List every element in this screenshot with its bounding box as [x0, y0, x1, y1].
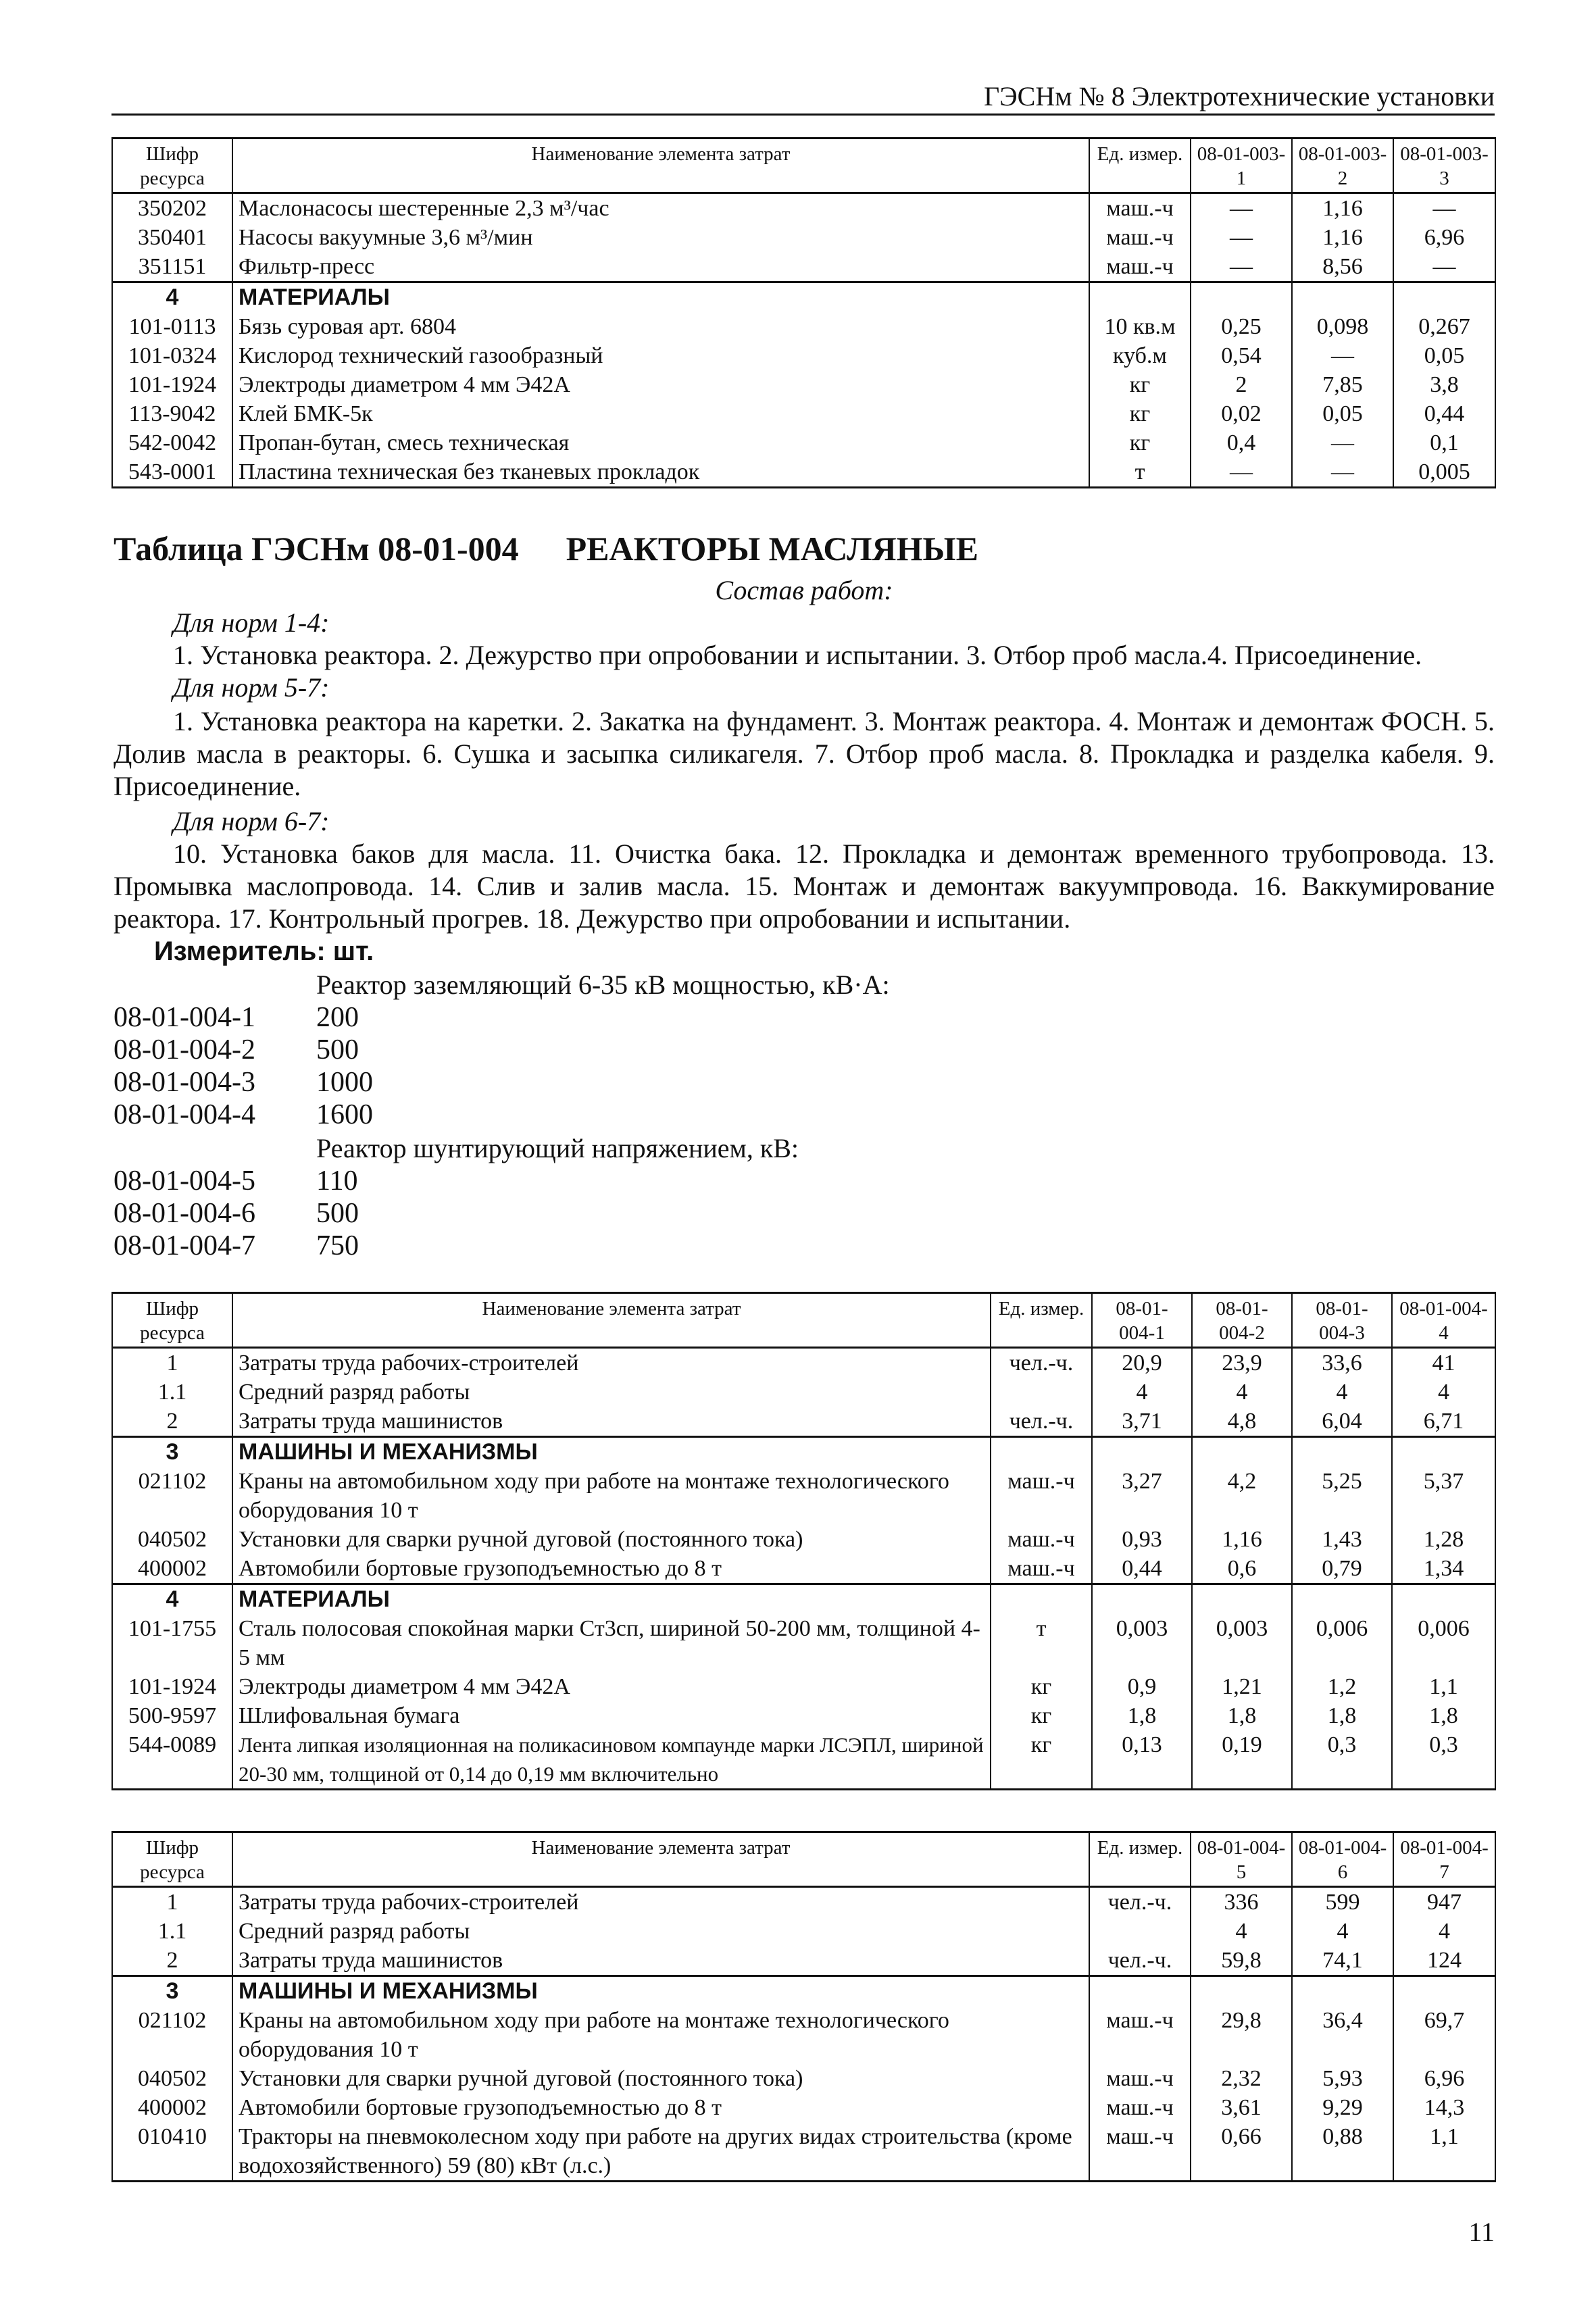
- row-name: Установки для сварки ручной дуговой (постоянного тока): [232, 2064, 1089, 2093]
- header-col: 08-01-004-6: [1292, 1832, 1393, 1887]
- row-value: 0,3: [1392, 1730, 1495, 1790]
- header-col: 08-01-004-3: [1292, 1293, 1392, 1348]
- table-row: [112, 2093, 1495, 2122]
- row-value: 6,96: [1393, 223, 1495, 252]
- row-value: 0,02: [1191, 399, 1292, 428]
- row-name: Средний разряд работы: [232, 1917, 1089, 1946]
- row-value: 4: [1392, 1378, 1495, 1407]
- row-name: Автомобили бортовые грузоподъемностью до 8 т: [232, 2093, 1089, 2122]
- row-code: 101-0113: [112, 312, 232, 341]
- row-code: 400002: [112, 2093, 232, 2122]
- row-value: 5,37: [1392, 1467, 1495, 1525]
- row-value: 3,71: [1092, 1407, 1192, 1437]
- row-value: 2: [1191, 370, 1292, 399]
- row-value: 0,098: [1292, 312, 1393, 341]
- row-code: 542-0042: [112, 428, 232, 457]
- section-row: [112, 1437, 1495, 1467]
- row-value: 0,05: [1393, 341, 1495, 370]
- row-value: 0,44: [1393, 399, 1495, 428]
- row-name: Насосы вакуумные 3,6 м³/мин: [232, 223, 1089, 252]
- section-code: 3: [112, 1437, 232, 1467]
- row-value: 6,71: [1392, 1407, 1495, 1437]
- row-unit: кг: [991, 1672, 1092, 1701]
- row-unit: чел.-ч.: [1089, 1946, 1191, 1976]
- row-value: 0,006: [1392, 1614, 1495, 1672]
- row-value: 0,006: [1292, 1614, 1392, 1672]
- row-code: 2: [112, 1407, 232, 1437]
- row-value: 0,267: [1393, 312, 1495, 341]
- table-08-01-004-norms-1-4: [111, 1292, 1496, 1790]
- row-code: 350401: [112, 223, 232, 252]
- row-value: —: [1292, 457, 1393, 488]
- norm-value: 750: [316, 1230, 359, 1261]
- row-name: Маслонасосы шестеренные 2,3 м³/час: [232, 193, 1089, 224]
- row-value: 4: [1092, 1378, 1192, 1407]
- section-code: 3: [112, 1976, 232, 2007]
- header-col: 08-01-003-2: [1292, 139, 1393, 193]
- norm-line: [114, 1230, 359, 1262]
- row-value: 0,79: [1292, 1554, 1392, 1584]
- row-unit: кг: [991, 1701, 1092, 1730]
- table-row: [112, 428, 1495, 457]
- norm-line: [114, 1066, 373, 1099]
- row-value: [1292, 1584, 1392, 1615]
- row-unit: маш.-ч: [1089, 252, 1191, 282]
- table-row: [112, 2006, 1495, 2064]
- table-row: [112, 193, 1495, 224]
- table-08-01-004-norms-5-7: [111, 1831, 1496, 2182]
- table-row: [112, 2064, 1495, 2093]
- norm-code: 08-01-004-7: [114, 1230, 255, 1261]
- row-code: 101-1755: [112, 1614, 232, 1672]
- row-value: 74,1: [1292, 1946, 1393, 1976]
- work-list: 10. Установка баков для масла. 11. Очистка бака. 12. Прокладка и демонтаж временного трубопровода. 13. Промывка маслопровода. 14. Слив и залив масла. 15. Монтаж и демонтаж вакуумпровода. 16. Ваккумирование реактора. 17. Контрольный прогрев. 18. Дежурство при опробовании и испытании.: [114, 838, 1495, 934]
- row-value: 20,9: [1092, 1348, 1192, 1378]
- norm-line: [114, 1197, 359, 1230]
- row-value: 1,1: [1392, 1672, 1495, 1701]
- row-value: 3,27: [1092, 1467, 1192, 1525]
- row-value: [1092, 1584, 1192, 1615]
- row-value: [1192, 1437, 1292, 1467]
- row-unit: кг: [1089, 399, 1191, 428]
- row-value: 7,85: [1292, 370, 1393, 399]
- row-code: 040502: [112, 2064, 232, 2093]
- header-col: 08-01-004-5: [1191, 1832, 1292, 1887]
- row-unit: [1089, 1976, 1191, 2007]
- row-value: [1292, 1976, 1393, 2007]
- table-code: Таблица ГЭСНм 08-01-004: [114, 530, 519, 568]
- table-name: РЕАКТОРЫ МАСЛЯНЫЕ: [566, 530, 978, 568]
- row-unit: [1089, 282, 1191, 313]
- row-code: 2: [112, 1946, 232, 1976]
- section-row: [112, 1584, 1495, 1615]
- row-value: 0,003: [1092, 1614, 1192, 1672]
- norm-code: 08-01-004-3: [114, 1067, 255, 1098]
- row-value: 4: [1393, 1917, 1495, 1946]
- row-value: —: [1191, 457, 1292, 488]
- row-name: Сталь полосовая спокойная марки Ст3сп, шириной 50-200 мм, толщиной 4-5 мм: [232, 1614, 991, 1672]
- table-row: [112, 370, 1495, 399]
- row-value: [1092, 1437, 1192, 1467]
- row-name: Фильтр-пресс: [232, 252, 1089, 282]
- header-col: 08-01-004-4: [1392, 1293, 1495, 1348]
- table-row: [112, 1672, 1495, 1701]
- row-name: Средний разряд работы: [232, 1378, 991, 1407]
- row-name: Шлифовальная бумага: [232, 1701, 991, 1730]
- row-name: Краны на автомобильном ходу при работе на монтаже технологического оборудования 10 т: [232, 2006, 1089, 2064]
- row-value: 9,29: [1292, 2093, 1393, 2122]
- table-row: [112, 1467, 1495, 1525]
- row-value: 1,34: [1392, 1554, 1495, 1584]
- row-value: 0,66: [1191, 2122, 1292, 2182]
- row-code: 101-0324: [112, 341, 232, 370]
- row-code: 1: [112, 1348, 232, 1378]
- row-value: [1392, 1584, 1495, 1615]
- row-value: 33,6: [1292, 1348, 1392, 1378]
- row-value: 4: [1292, 1917, 1393, 1946]
- table-row: [112, 341, 1495, 370]
- row-value: 41: [1392, 1348, 1495, 1378]
- row-unit: т: [1089, 457, 1191, 488]
- table-08-01-003: [111, 137, 1496, 488]
- row-code: 040502: [112, 1525, 232, 1554]
- row-unit: маш.-ч: [991, 1467, 1092, 1525]
- norm-line: [114, 1034, 359, 1066]
- table-heading: [114, 528, 978, 569]
- table-row: [112, 1730, 1495, 1790]
- row-value: 5,93: [1292, 2064, 1393, 2093]
- norm-value: 1000: [316, 1067, 373, 1098]
- norm-code: 08-01-004-1: [114, 1002, 255, 1033]
- row-value: 1,2: [1292, 1672, 1392, 1701]
- header-col: 08-01-003-1: [1191, 139, 1292, 193]
- row-value: —: [1191, 193, 1292, 224]
- table-row: [112, 1614, 1495, 1672]
- row-value: [1191, 1976, 1292, 2007]
- row-name: Установки для сварки ручной дуговой (постоянного тока): [232, 1525, 991, 1554]
- header-code: Шифр ресурса: [112, 139, 232, 193]
- row-code: 500-9597: [112, 1701, 232, 1730]
- table-header-row: [112, 1293, 1495, 1348]
- row-name: Лента липкая изоляционная на поликасиновом компаунде марки ЛСЭПЛ, шириной 20-30 мм, толщиной от 0,14 до 0,19 мм включительно: [232, 1730, 991, 1790]
- row-code: 350202: [112, 193, 232, 224]
- row-value: 4,2: [1192, 1467, 1292, 1525]
- row-name: Затраты труда рабочих-строителей: [232, 1348, 991, 1378]
- row-unit: маш.-ч: [991, 1525, 1092, 1554]
- row-code: 351151: [112, 252, 232, 282]
- norm-value: 110: [316, 1165, 358, 1197]
- row-value: [1392, 1437, 1495, 1467]
- row-name: Автомобили бортовые грузоподъемностью до 8 т: [232, 1554, 991, 1584]
- row-value: 6,96: [1393, 2064, 1495, 2093]
- row-name: Клей БМК-5к: [232, 399, 1089, 428]
- row-value: 0,19: [1192, 1730, 1292, 1790]
- table-row: [112, 1946, 1495, 1976]
- running-head-rule: [111, 114, 1495, 116]
- row-value: 0,93: [1092, 1525, 1192, 1554]
- row-value: 6,04: [1292, 1407, 1392, 1437]
- row-value: 336: [1191, 1887, 1292, 1917]
- row-name: Затраты труда машинистов: [232, 1407, 991, 1437]
- table-row: [112, 399, 1495, 428]
- header-col: 08-01-004-1: [1092, 1293, 1192, 1348]
- row-unit: [991, 1584, 1092, 1615]
- row-unit: куб.м: [1089, 341, 1191, 370]
- work-composition-title: Состав работ:: [715, 575, 893, 605]
- row-value: 0,005: [1393, 457, 1495, 488]
- row-value: 0,3: [1292, 1730, 1392, 1790]
- row-code: 021102: [112, 1467, 232, 1525]
- row-value: 1,8: [1392, 1701, 1495, 1730]
- table-row: [112, 1407, 1495, 1437]
- norm-line: [114, 1099, 373, 1131]
- row-value: 599: [1292, 1887, 1393, 1917]
- row-value: 4: [1191, 1917, 1292, 1946]
- row-value: 0,25: [1191, 312, 1292, 341]
- header-col: 08-01-004-2: [1192, 1293, 1292, 1348]
- table-header-row: [112, 1832, 1495, 1887]
- row-value: 8,56: [1292, 252, 1393, 282]
- section-title: МАШИНЫ И МЕХАНИЗМЫ: [232, 1437, 991, 1467]
- row-value: [1393, 1976, 1495, 2007]
- row-unit: маш.-ч: [1089, 223, 1191, 252]
- row-value: 1,8: [1192, 1701, 1292, 1730]
- norm-value: 200: [316, 1002, 359, 1033]
- reactor-group-title: Реактор шунтирующий напряжением, кВ:: [316, 1133, 799, 1163]
- row-code: 1.1: [112, 1378, 232, 1407]
- header-col: 08-01-003-3: [1393, 139, 1495, 193]
- row-name: Затраты труда рабочих-строителей: [232, 1887, 1089, 1917]
- row-value: [1292, 282, 1393, 313]
- row-value: 1,21: [1192, 1672, 1292, 1701]
- row-value: —: [1292, 428, 1393, 457]
- row-unit: кг: [1089, 428, 1191, 457]
- row-value: 0,003: [1192, 1614, 1292, 1672]
- section-code: 4: [112, 1584, 232, 1615]
- row-value: 1,28: [1392, 1525, 1495, 1554]
- row-value: —: [1393, 193, 1495, 224]
- row-value: 0,13: [1092, 1730, 1192, 1790]
- norm-code: 08-01-004-6: [114, 1198, 255, 1229]
- table-row: [112, 223, 1495, 252]
- row-code: 1: [112, 1887, 232, 1917]
- row-value: 0,05: [1292, 399, 1393, 428]
- header-code: Шифр ресурса: [112, 1293, 232, 1348]
- table-row: [112, 1917, 1495, 1946]
- row-unit: кг: [991, 1730, 1092, 1790]
- row-code: 010410: [112, 2122, 232, 2182]
- row-value: 1,8: [1292, 1701, 1392, 1730]
- row-value: 947: [1393, 1887, 1495, 1917]
- row-code: 543-0001: [112, 457, 232, 488]
- row-value: 59,8: [1191, 1946, 1292, 1976]
- norm-value: 500: [316, 1034, 359, 1065]
- row-name: Пластина техническая без тканевых прокладок: [232, 457, 1089, 488]
- row-value: 1,16: [1292, 193, 1393, 224]
- row-unit: маш.-ч: [1089, 2064, 1191, 2093]
- table-row: [112, 312, 1495, 341]
- header-col: 08-01-004-7: [1393, 1832, 1495, 1887]
- table-row: [112, 1378, 1495, 1407]
- norm-value: 1600: [316, 1099, 373, 1130]
- row-unit: маш.-ч: [1089, 2093, 1191, 2122]
- row-name: Электроды диаметром 4 мм Э42А: [232, 370, 1089, 399]
- header-name: Наименование элемента затрат: [232, 139, 1089, 193]
- row-unit: чел.-ч.: [991, 1407, 1092, 1437]
- section-title: МАТЕРИАЛЫ: [232, 1584, 991, 1615]
- header-name: Наименование элемента затрат: [232, 1832, 1089, 1887]
- section-row: [112, 1976, 1495, 2007]
- row-unit: чел.-ч.: [1089, 1887, 1191, 1917]
- norm-line: [114, 1001, 359, 1034]
- row-unit: [991, 1378, 1092, 1407]
- row-unit: 10 кв.м: [1089, 312, 1191, 341]
- norm-code: 08-01-004-4: [114, 1099, 255, 1130]
- row-value: 69,7: [1393, 2006, 1495, 2064]
- row-value: 1,43: [1292, 1525, 1392, 1554]
- norm-group-label: Для норм 6-7:: [173, 806, 330, 836]
- row-unit: [1089, 1917, 1191, 1946]
- row-name: Пропан-бутан, смесь техническая: [232, 428, 1089, 457]
- norm-code: 08-01-004-5: [114, 1165, 255, 1197]
- row-name: Затраты труда машинистов: [232, 1946, 1089, 1976]
- table-row: [112, 252, 1495, 282]
- header-code: Шифр ресурса: [112, 1832, 232, 1887]
- measure-unit: Измеритель: шт.: [154, 936, 374, 966]
- row-code: 021102: [112, 2006, 232, 2064]
- row-value: —: [1191, 223, 1292, 252]
- reactor-group-title: Реактор заземляющий 6-35 кВ мощностью, кВ·А:: [316, 970, 890, 1000]
- table-row: [112, 1554, 1495, 1584]
- table-header-row: [112, 139, 1495, 193]
- header-unit: Ед. измер.: [1089, 139, 1191, 193]
- row-name: Тракторы на пневмоколесном ходу при работе на других видах строительства (кроме водохозяйственного) 59 (80) кВт (л.с.): [232, 2122, 1089, 2182]
- section-code: 4: [112, 282, 232, 313]
- row-value: 1,16: [1292, 223, 1393, 252]
- header-unit: Ед. измер.: [1089, 1832, 1191, 1887]
- row-value: 2,32: [1191, 2064, 1292, 2093]
- norm-group-label: Для норм 5-7:: [173, 672, 330, 703]
- row-value: [1393, 282, 1495, 313]
- row-value: 4,8: [1192, 1407, 1292, 1437]
- row-code: 113-9042: [112, 399, 232, 428]
- row-value: 1,8: [1092, 1701, 1192, 1730]
- section-title: МАТЕРИАЛЫ: [232, 282, 1089, 313]
- row-unit: т: [991, 1614, 1092, 1672]
- row-unit: чел.-ч.: [991, 1348, 1092, 1378]
- row-value: 0,54: [1191, 341, 1292, 370]
- row-unit: маш.-ч: [1089, 193, 1191, 224]
- table-row: [112, 1701, 1495, 1730]
- section-title: МАШИНЫ И МЕХАНИЗМЫ: [232, 1976, 1089, 2007]
- row-value: 4: [1192, 1378, 1292, 1407]
- row-code: 101-1924: [112, 370, 232, 399]
- page-number: 11: [1468, 2217, 1495, 2247]
- row-name: Краны на автомобильном ходу при работе на монтаже технологического оборудования 10 т: [232, 1467, 991, 1525]
- row-code: 400002: [112, 1554, 232, 1584]
- row-code: 1.1: [112, 1917, 232, 1946]
- row-name: Бязь суровая арт. 6804: [232, 312, 1089, 341]
- row-value: 0,9: [1092, 1672, 1192, 1701]
- row-value: —: [1292, 341, 1393, 370]
- section-row: [112, 282, 1495, 313]
- work-list: 1. Установка реактора. 2. Дежурство при опробовании и испытании. 3. Отбор проб масла.4. Присоединение.: [173, 640, 1422, 670]
- row-unit: кг: [1089, 370, 1191, 399]
- row-value: 0,6: [1192, 1554, 1292, 1584]
- row-value: 23,9: [1192, 1348, 1292, 1378]
- norm-group-label: Для норм 1-4:: [173, 607, 330, 638]
- table-row: [112, 1887, 1495, 1917]
- row-value: —: [1191, 252, 1292, 282]
- row-value: 0,88: [1292, 2122, 1393, 2182]
- row-name: Кислород технический газообразный: [232, 341, 1089, 370]
- row-value: [1192, 1584, 1292, 1615]
- table-row: [112, 1525, 1495, 1554]
- row-name: Электроды диаметром 4 мм Э42А: [232, 1672, 991, 1701]
- row-value: 124: [1393, 1946, 1495, 1976]
- norm-code: 08-01-004-2: [114, 1034, 255, 1065]
- row-value: 0,44: [1092, 1554, 1192, 1584]
- table-row: [112, 2122, 1495, 2182]
- row-value: 14,3: [1393, 2093, 1495, 2122]
- table-row: [112, 1348, 1495, 1378]
- row-value: 1,1: [1393, 2122, 1495, 2182]
- row-value: 29,8: [1191, 2006, 1292, 2064]
- row-value: 4: [1292, 1378, 1392, 1407]
- row-value: 1,16: [1192, 1525, 1292, 1554]
- header-unit: Ед. измер.: [991, 1293, 1092, 1348]
- row-value: 0,1: [1393, 428, 1495, 457]
- row-value: 3,8: [1393, 370, 1495, 399]
- row-unit: [991, 1437, 1092, 1467]
- row-value: [1292, 1437, 1392, 1467]
- row-unit: маш.-ч: [1089, 2122, 1191, 2182]
- norm-line: [114, 1165, 357, 1197]
- row-code: 101-1924: [112, 1672, 232, 1701]
- work-list: 1. Установка реактора на каретки. 2. Закатка на фундамент. 3. Монтаж реактора. 4. Монтаж и демонтаж ФОСН. 5. Долив масла в реакторы. 6. Сушка и засыпка силикагеля. 7. Отбор проб масла. 8. Прокладка и разделка кабеля. 9. Присоединение.: [114, 706, 1495, 801]
- norm-value: 500: [316, 1198, 359, 1229]
- row-unit: маш.-ч: [991, 1554, 1092, 1584]
- header-name: Наименование элемента затрат: [232, 1293, 991, 1348]
- row-value: —: [1393, 252, 1495, 282]
- running-head: ГЭСНм № 8 Электротехнические установки: [984, 81, 1495, 111]
- row-value: 3,61: [1191, 2093, 1292, 2122]
- row-value: 36,4: [1292, 2006, 1393, 2064]
- row-unit: маш.-ч: [1089, 2006, 1191, 2064]
- row-code: 544-0089: [112, 1730, 232, 1790]
- row-value: 0,4: [1191, 428, 1292, 457]
- table-row: [112, 457, 1495, 488]
- row-value: 5,25: [1292, 1467, 1392, 1525]
- row-value: [1191, 282, 1292, 313]
